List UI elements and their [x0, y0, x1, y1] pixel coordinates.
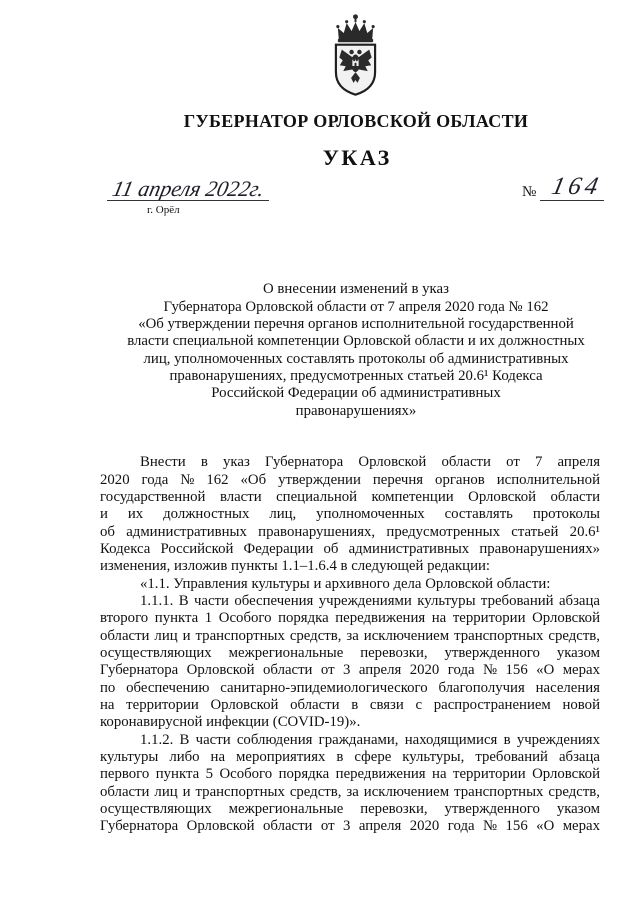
line-text: изменения, изложив пункты 1.1–1.6.4 в следующей редакции: — [100, 558, 491, 575]
line-text: 2020 года № 162 «Об утверждении перечня органов исполнительной — [100, 471, 600, 488]
line-text: и их должностных лиц, уполномоченных составлять протоколы — [100, 506, 600, 523]
line-text: об административных правонарушениях, предусмотренных статьей 20.6¹ — [100, 523, 600, 540]
paragraph-intro — [100, 454, 600, 575]
issuing-authority: ГУБЕРНАТОР ОРЛОВСКОЙ ОБЛАСТИ — [183, 111, 529, 131]
line-text: осуществляющих межрегиональные перевозки, утвержденного указом — [100, 644, 600, 661]
paragraph-item-1-1-1 — [100, 593, 600, 732]
title-line — [100, 281, 612, 298]
title-line-text: Российской Федерации об административных — [211, 385, 501, 402]
text-line — [100, 524, 600, 541]
text-line — [100, 489, 600, 506]
text-line — [100, 749, 600, 766]
text-line — [100, 697, 600, 714]
line-text: Внести в указ Губернатора Орловской области от 7 апреля — [140, 454, 600, 471]
title-line — [100, 316, 612, 333]
line-text: 1.1.2. В части соблюдения гражданами, находящимися в учреждениях — [140, 731, 600, 748]
text-line — [100, 818, 600, 835]
title-line-text: «Об утверждении перечня органов исполнительной государственной — [138, 315, 574, 332]
place-of-issue: г. Орёл — [147, 204, 180, 216]
title-line — [100, 385, 612, 402]
line-text: области лиц и транспортных средств, за исключением транспортных средств, — [100, 783, 600, 800]
line-text: культуры либо на мероприятиях в сфере культуры, требований абзаца — [100, 748, 600, 765]
title-line — [100, 368, 612, 385]
text-line — [100, 610, 600, 627]
text-line — [100, 680, 600, 697]
text-line — [100, 593, 600, 610]
line-text: осуществляющих межрегиональные перевозки, утвержденного указом — [100, 800, 600, 817]
title-line-text: О внесении изменений в указ — [263, 281, 449, 298]
text-line — [100, 732, 600, 749]
text-line — [100, 645, 600, 662]
document-title — [100, 281, 612, 420]
text-line — [100, 801, 600, 818]
text-line — [100, 784, 600, 801]
title-line-text: власти специальной компетенции Орловской области и их должностных — [127, 333, 585, 350]
text-line — [100, 662, 600, 679]
document-type: УКАЗ — [322, 145, 392, 170]
paragraph-item-1-1-2 — [100, 732, 600, 836]
title-line-text: правонарушениях, предусмотренных статьей 20.6¹ Кодекса — [169, 367, 543, 384]
number-label: № — [522, 184, 537, 200]
title-line — [100, 299, 612, 316]
line-text: государственной власти специальной компетенции Орловской области — [100, 488, 600, 505]
line-text: Губернатора Орловской области от 3 апреля 2020 года № 156 «О мерах — [100, 662, 600, 679]
text-line — [100, 558, 600, 575]
number-underline — [540, 200, 604, 201]
line-text: первого пункта 5 Особого порядка передвижения на территории Орловской — [100, 766, 600, 783]
text-line — [100, 628, 600, 645]
line-text: второго пункта 1 Особого порядка передвижения на территории Орловской — [100, 610, 600, 627]
title-line — [100, 333, 612, 350]
title-line-text: правонарушениях» — [295, 402, 417, 419]
text-line — [100, 541, 600, 558]
date-underline — [107, 200, 269, 201]
title-line-text: лиц, уполномоченных составлять протоколы об административных — [143, 350, 569, 367]
paragraph-item-1-1 — [100, 576, 600, 593]
text-line — [100, 472, 600, 489]
handwritten-date: 11 апреля 2022г. — [110, 176, 267, 201]
title-line — [100, 403, 612, 420]
line-text: Кодекса Российской Федерации об административных правонарушениях» — [100, 540, 600, 557]
text-line — [100, 576, 600, 593]
line-text: на территории Орловской области в связи с распространением новой — [100, 696, 600, 713]
handwritten-number: 164 — [549, 173, 605, 200]
text-line — [100, 506, 600, 523]
line-text: «1.1. Управления культуры и архивного дела Орловской области: — [140, 575, 551, 592]
document-body — [100, 454, 600, 835]
line-text: по обеспечению санитарно-эпидемиологического благополучия населения — [100, 679, 600, 696]
title-line — [100, 351, 612, 368]
line-text: коронавирусной инфекции (COVID-19)». — [100, 714, 361, 731]
line-text: 1.1.1. В части обеспечения учреждениями культуры требований абзаца — [140, 592, 600, 609]
text-line — [100, 714, 600, 731]
text-line — [100, 766, 600, 783]
title-line-text: Губернатора Орловской области от 7 апреля 2020 года № 162 — [163, 298, 549, 315]
line-text: области лиц и транспортных средств, за исключением транспортных средств, — [100, 627, 600, 644]
line-text: Губернатора Орловской области от 3 апреля 2020 года № 156 «О мерах — [100, 818, 600, 835]
text-line — [100, 454, 600, 471]
coat-of-arms-icon — [331, 13, 380, 96]
